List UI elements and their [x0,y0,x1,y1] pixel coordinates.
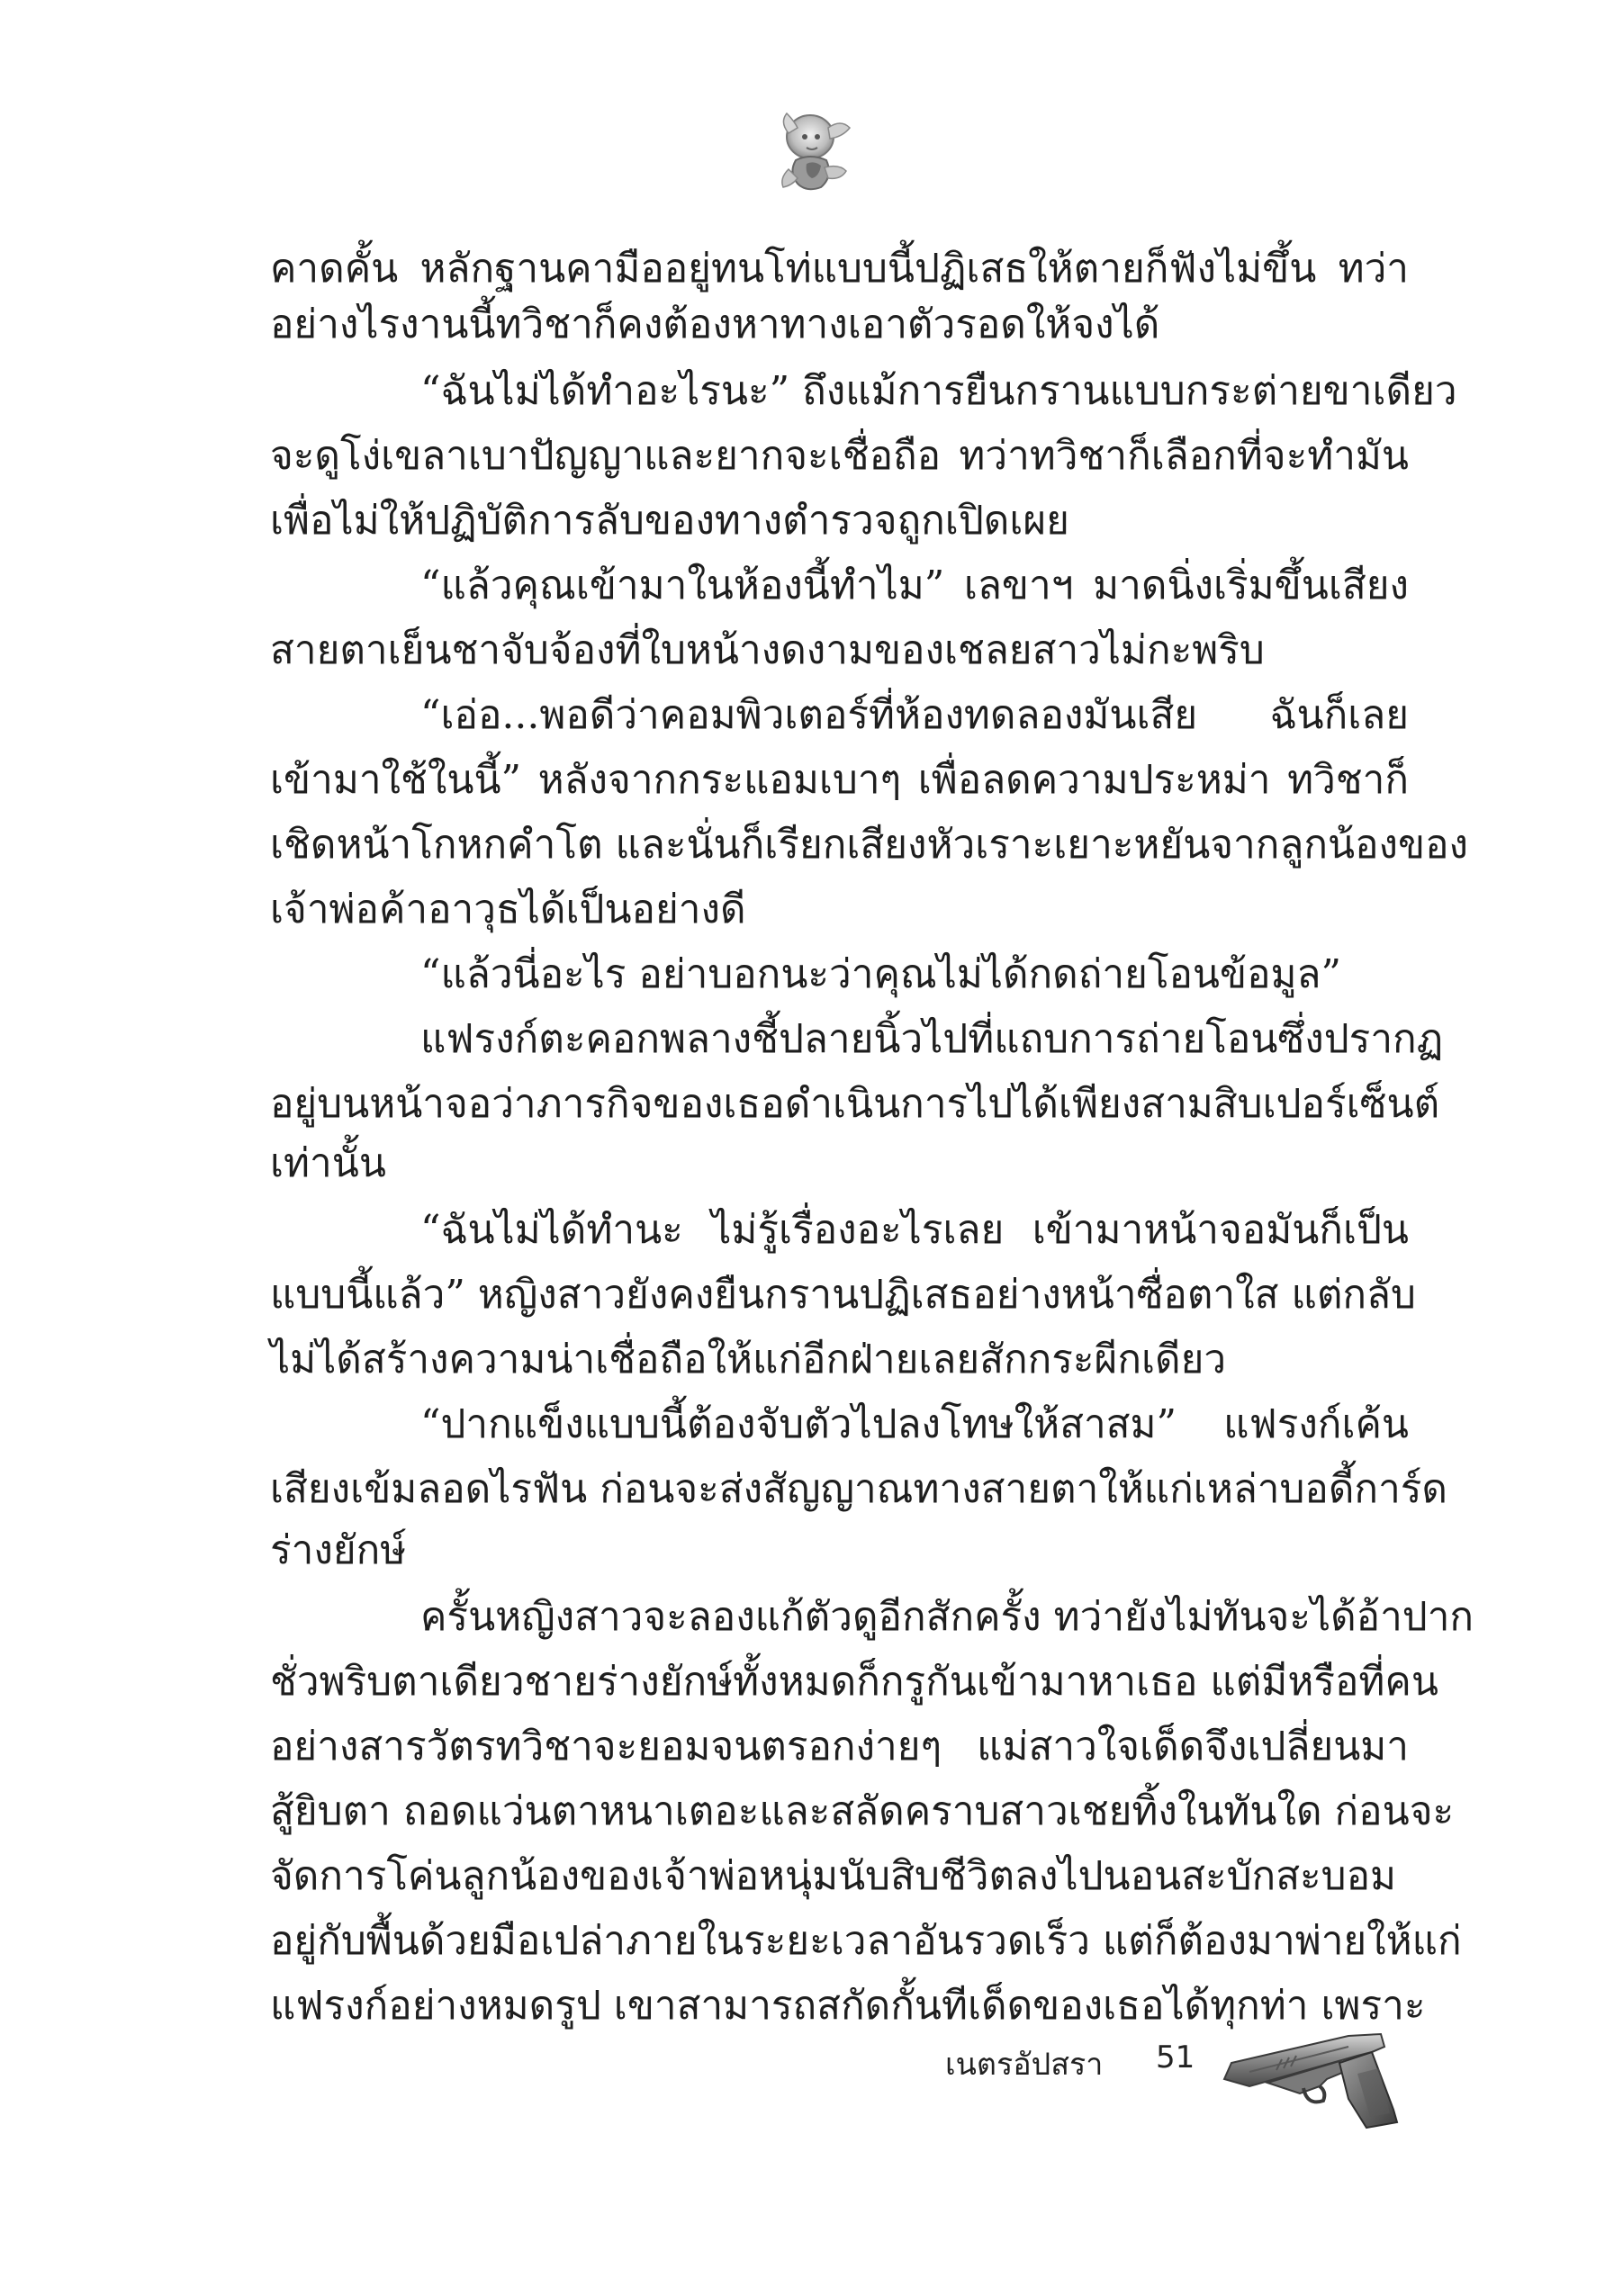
text-line: แฟรงก์ตะคอกพลางชี้ปลายนิ้วไปที่แถบการถ่ายโอนซึ่งปรากฏ [420,1016,1444,1062]
text-line: สู้ยิบตา ถอดแว่นตาหนาเตอะและสลัดคราบสาวเชยทิ้งในทันใด ก่อนจะ [270,1788,1455,1834]
text-line: ไม่ได้สร้างความน่าเชื่อถือให้แก่อีกฝ่ายเลยสักกระผีกเดียว [270,1337,1227,1382]
text-line: จัดการโค่นลูกน้องของเจ้าพ่อหนุ่มนับสิบชีวิตลงไปนอนสะบักสะบอม [270,1853,1397,1899]
text-line: เจ้าพ่อค้าอาวุธได้เป็นอย่างดี [270,887,746,932]
text-line: เชิดหน้าโกหกคำโต และนั่นก็เรียกเสียงหัวเราะเยาะหยันจากลูกน้องของ [270,822,1468,868]
cherub-icon [771,101,870,200]
text-line: แฟรงก์อย่างหมดรูป เขาสามารถสกัดกั้นทีเด็ดของเธอได้ทุกท่า เพราะ [270,1983,1426,2029]
text-line: จะดูโง่เขลาเบาปัญญาและยากจะเชื่อถือ ทว่าทวิชาก็เลือกที่จะทำมัน [270,433,1409,479]
text-line: อย่างไรงานนี้ทวิชาก็คงต้องหาทางเอาตัวรอดให้จงได้ [270,302,1160,347]
book-title: เนตรอัปสรา [945,2047,1104,2083]
pistol-icon [1213,2016,1411,2133]
text-line: เพื่อไม่ให้ปฏิบัติการลับของทางตำรวจถูกเปิดเผย [270,498,1069,544]
text-line: ชั่วพริบตาเดียวชายร่างยักษ์ทั้งหมดก็กรูกันเข้ามาหาเธอ แต่มีหรือที่คน [270,1659,1438,1705]
page-footer [943,2016,1411,2133]
text-line: “เอ่อ...พอดีว่าคอมพิวเตอร์ที่ห้องทดลองมันเสีย ฉันก็เลย [420,692,1409,738]
text-line: เสียงเข้มลอดไรฟัน ก่อนจะส่งสัญญาณทางสายตาให้แก่เหล่าบอดี้การ์ด [270,1466,1447,1512]
text-line: แบบนี้แล้ว” หญิงสาวยังคงยืนกรานปฏิเสธอย่างหน้าซื่อตาใส แต่กลับ [270,1272,1416,1318]
text-line: “ปากแข็งแบบนี้ต้องจับตัวไปลงโทษให้สาสม” แฟรงก์เค้น [420,1401,1409,1447]
text-line: เข้ามาใช้ในนี้” หลังจากกระแอมเบาๆ เพื่อลดความประหม่า ทวิชาก็ [270,757,1409,803]
text-line: ร่างยักษ์ [270,1527,407,1573]
text-line: “แล้วนี่อะไร อย่าบอกนะว่าคุณไม่ได้กดถ่ายโอนข้อมูล” [420,951,1341,997]
text-line: “แล้วคุณเข้ามาในห้องนี้ทำไม” เลขาฯ มาดนิ่งเริ่มขึ้นเสียง [420,563,1409,608]
text-line: “ฉันไม่ได้ทำอะไรนะ” ถึงแม้การยืนกรานแบบกระต่ายขาเดียว [420,368,1457,414]
text-line: ครั้นหญิงสาวจะลองแก้ตัวดูอีกสักครั้ง ทว่ายังไม่ทันจะได้อ้าปาก [420,1594,1474,1640]
text-line: อยู่กับพื้นด้วยมือเปล่าภายในระยะเวลาอันรวดเร็ว แต่ก็ต้องมาพ่ายให้แก่ [270,1918,1462,1964]
text-line: อยู่บนหน้าจอว่าภารกิจของเธอดำเนินการไปได้เพียงสามสิบเปอร์เซ็นต์ [270,1081,1440,1127]
text-line: คาดคั้น หลักฐานคามืออยู่ทนโท่แบบนี้ปฏิเสธให้ตายก็ฟังไม่ขึ้น ทว่า [270,246,1409,292]
page-number: 51 [1156,2039,1195,2075]
text-line: “ฉันไม่ได้ทำนะ ไม่รู้เรื่องอะไรเลย เข้ามาหน้าจอมันก็เป็น [420,1207,1409,1253]
text-line: อย่างสารวัตรทวิชาจะยอมจนตรอกง่ายๆ แม่สาวใจเด็ดจึงเปลี่ยนมา [270,1724,1409,1769]
text-line: สายตาเย็นชาจับจ้องที่ใบหน้างดงามของเชลยสาวไม่กะพริบ [270,627,1265,673]
text-line: เท่านั้น [270,1140,386,1186]
